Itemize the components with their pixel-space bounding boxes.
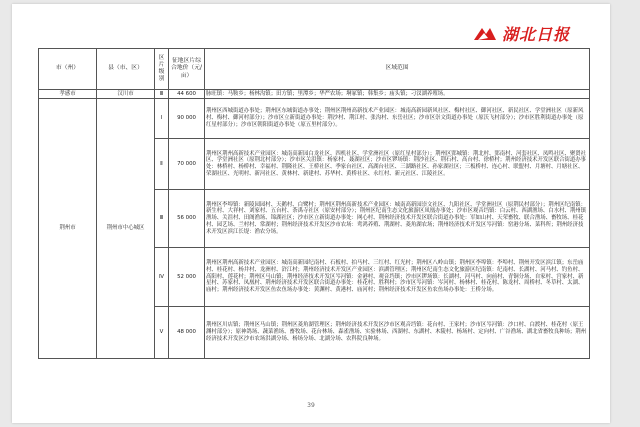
document-page: [12, 4, 610, 423]
price-cell: 48 000: [169, 307, 205, 359]
table-row: [39, 99, 590, 139]
grade-cell: Ⅱ: [155, 139, 169, 190]
price-cell: 52 000: [169, 248, 205, 307]
county-cell: 荆州市中心城区: [97, 99, 155, 359]
county-cell: 汉川市: [97, 90, 155, 99]
grade-cell: Ⅴ: [155, 307, 169, 359]
scope-cell: 荆州区川店镇；荆州区马山镇；荆州区菱角湖管理区；荆州经济技术开发区沙市区观音垱镇：花台村、王家村；沙市区岑河镇：沙口村、白渡村、桂花村（原王渊村部分）；原神鸽场、蔬菜渔场、畜牧场、花台林场、森雀渔场、实验林场、西湖村、东湖村、木陵村、杨场村、定向村、广谷渔场、湖北省畜牧良种场；荆州经济技术开发区沙市农场洪湖分场、杨场分场、北湖分场、农科院良种场。: [205, 307, 590, 359]
scope-cell: 荆州区荆州高新技术产业园区：城南高新园白龙社区、四机社区、学堂洲社区（原红星村部分）；荆州区郢城镇：荆北村、郢南村、河套社区、凤鸣社区、聚贤社区、学堂洲社区（原荆北村部分）；沙市区关沮镇：杨家村、聂湖社区；沙市区锣场镇：荆沙社区、荆石村、高台村、徐桥村；荆州经济技术开发区联合街道办事处：林桥村、杨桥村、幸福村、荆隆社区、王桥社区、季家台社区、高湖台社区、三湖路社区、孙家湖社区；三板桥村、连心村、联盟村、月塘村、月塘社区、荣湖社区、光明村、新河社区、黄林村、新建村、苏华村、黄桥社区、永红村、新元社区、江陵社区。: [205, 139, 590, 190]
price-cell: 56 000: [169, 190, 205, 248]
city-cell: 荆州市: [39, 99, 97, 359]
scope-cell: 荆州区西城街道办事处；荆州区东城街道办事处；荆州区荆州高新技术产业园区：城南高新园新风社区、梅村社区、御河社区、新民社区、学堂洲社区（原新风村、梅村、御河村部分）；沙市区立新街道办事处：荆沙村、荆江村、张沟村、东岳社区；沙市区崇文街道办事处（原沃飞村部分）；沙市区胜利街道办事处（原红星村部分）；沙市区朝阳街道办事处（原五里村部分）。: [205, 99, 590, 139]
grade-cell: Ⅳ: [155, 248, 169, 307]
price-cell: 70 000: [169, 139, 205, 190]
newspaper-logo: [472, 22, 570, 45]
price-cell: 44 600: [169, 90, 205, 99]
header-county: 县（市、区）: [97, 49, 155, 90]
logo-text: 湖北日报: [501, 25, 570, 44]
land-price-table: [38, 48, 590, 359]
scope-cell: 脉旺镇：马鞍乡；杨林沟镇；田方镇；里潭乡；华严农场；垌冢镇；韩集乡；庙头镇；刁汊湖养殖场。: [205, 90, 590, 99]
header-city: 市（州）: [39, 49, 97, 90]
header-scope: 区域范围: [205, 49, 590, 90]
price-cell: 90 000: [169, 99, 205, 139]
table-header-row: [39, 49, 590, 90]
grade-cell: Ⅰ: [155, 99, 169, 139]
logo-mark-icon: [472, 24, 498, 44]
scope-cell: 荆州区荆州高新技术产业园区：城南高新园纪南村、石板村、拍马村、三红村、红光村；荆州区八岭山镇；荆州区李埠镇：李埠村、荆州开发区滨江镇；东岳庙村、桂花村、杨井村、龙洲村、浒江村；荆州经济技术开发区产业园区：滨湖管理区；荆州区纪南生态文化旅游区纪南镇：纪南村、长湖村、河马村、钓鱼村、高阳村、莲花村；荆州区马山镇；荆州经济技术开发区岑河镇：金港村、观音垱镇；沙市区锣场镇：长湖村、河马村、向前村、青铜分场、自家村、宫家村、新星村、苏家村、凤凰村、荆州经济技术开发区联合街道办事处：桂花村、胜利村；沙市区岑河镇：岑河村、杨林村、桂花村、陈龙村、周桥村、冬草村、太湖、庙村；荆州经济技术开发区鱼农鱼场办事处：黄渊村、黄港村、庙河村；荆州经济技术开发区鱼农鱼场办事处：王桥分场。: [205, 248, 590, 307]
table-row: [39, 90, 590, 99]
grade-cell: Ⅲ: [155, 90, 169, 99]
city-cell: 孝感市: [39, 90, 97, 99]
header-price: 征地区片综合地价（元/亩）: [169, 49, 205, 90]
scope-cell: 荆州区李埠镇：新陵园园村、天鹅村、白鹭村；荆州区荆州高新技术产业园区：城南高新园崇文社区、九阳社区、学堂洲社区（原荆民村部分）；荆州区纪南镇：新生村、大祥村、刘家村、五台村、荼禹寺社区（原安村部分）；荆州区纪南生态文化旅游区凤凰办事处；沙市区观音垱镇：白云村、西湖渔场、白水村、荆州镇渔场、关沮村、田阁渔场、锦湖社区；沙市区立新街道办事处：网心村、荆州经济技术开发区联合街道办事处：军如山村、天荣畜牧、联合渔场、畜牧场、桂花村、园艺场、兰村村、常湖村；荆州经济技术开发区沙市农场：鸾鸿养殖、荆湖村、菱角湖农场；荆州经济技术开发区岑河镇：窑港分场、菜科所；荆州经济技术开发区滨江长堤：渔农分场。: [205, 190, 590, 248]
page-number: 39: [307, 402, 315, 409]
header-grade: 区片级别: [155, 49, 169, 90]
grade-cell: Ⅲ: [155, 190, 169, 248]
